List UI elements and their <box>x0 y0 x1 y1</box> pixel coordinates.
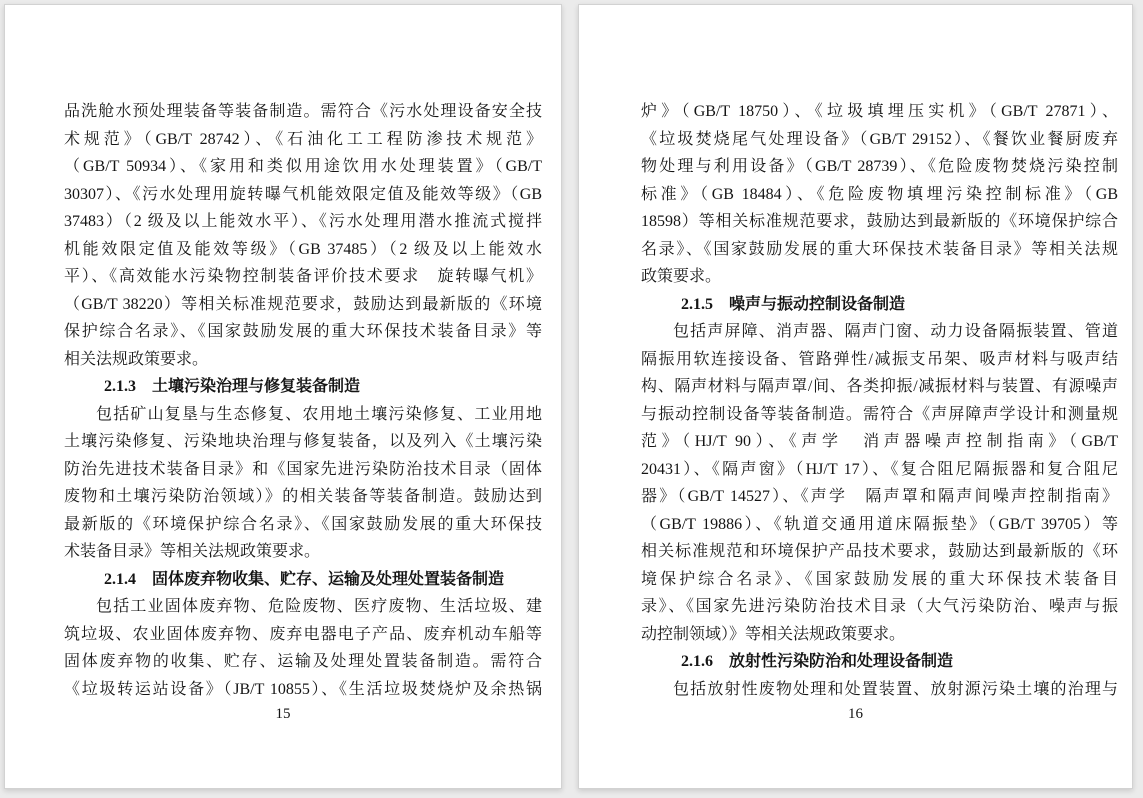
section-heading: 2.1.6 放射性污染防治和处理设备制造 <box>681 653 954 670</box>
text-line: 37483）（2 级及以上能效水平）、《污水处理用潜水推流式搅拌 <box>64 213 542 230</box>
text-line: 30307）、《污水处理用旋转曝气机能效限定值及能效等级》（GB <box>64 185 542 203</box>
text-line: 标准》（GB 18484）、《危险废物填埋污染控制标准》（GB <box>641 185 1118 203</box>
page-16 <box>578 4 1133 789</box>
text-line: 术规范》（GB/T 28742）、《石油化工工程防渗技术规范》 <box>64 130 542 148</box>
section-heading: 2.1.5 噪声与振动控制设备制造 <box>681 295 906 313</box>
text-line: 包括矿山复垦与生态修复、农用地土壤污染修复、工业用地 <box>96 405 542 423</box>
text-line: 包括声屏障、消声器、隔声门窗、动力设备隔振装置、管道 <box>673 323 1118 340</box>
text-line: 平）、《高效能水污染物控制装备评价技术要求 旋转曝气机》 <box>64 268 542 285</box>
text-line: 相关标准规范和环境保护产品技术要求，鼓励达到最新版的《环 <box>641 543 1118 560</box>
text-line: 包括工业固体废弃物、危险废物、医疗废物、生活垃圾、建 <box>96 598 542 615</box>
text-line: 最新版的《环境保护综合名录》、《国家鼓励发展的重大环保技 <box>64 515 542 533</box>
section-heading: 2.1.4 固体废弃物收集、贮存、运输及处理处置装备制造 <box>104 570 505 588</box>
text-line: 范》（HJ/T 90）、《声学 消声器噪声控制指南》（GB/T <box>641 433 1118 450</box>
text-line: （GB/T 50934）、《家用和类似用途饮用水处理装置》（GB/T <box>64 158 542 175</box>
text-line: 隔振用软连接设备、管路弹性/减振支吊架、吸声材料与吸声结 <box>641 350 1118 368</box>
text-line: 《垃圾焚烧尾气处理设备》（GB/T 29152）、《餐饮业餐厨废弃 <box>641 130 1118 148</box>
text-line: 动控制领域）》等相关法规政策要求。 <box>641 625 906 643</box>
text-line: 包括放射性废物处理和处置装置、放射源污染土壤的治理与 <box>673 680 1118 698</box>
text-line: （GB/T 19886）、《轨道交通用道床隔振垫》（GB/T 39705）等 <box>641 515 1118 533</box>
text-line: 筑垃圾、农业固体废弃物、废弃电器电子产品、废弃机动车船等 <box>64 625 542 643</box>
text-line: 境保护综合名录》、《国家鼓励发展的重大环保技术装备目 <box>641 570 1118 588</box>
page-16-text <box>641 98 1118 703</box>
text-line: 政策要求。 <box>641 268 722 285</box>
text-line: 炉》（GB/T 18750）、《垃圾填埋压实机》（GB/T 27871）、 <box>641 103 1118 120</box>
page-15 <box>4 4 562 789</box>
page-number-15: 15 <box>275 706 291 722</box>
text-line: 术装备目录》等相关法规政策要求。 <box>64 543 321 560</box>
section-heading: 2.1.3 土壤污染治理与修复装备制造 <box>104 378 361 395</box>
page-15-text <box>64 98 542 703</box>
text-line: 20431）、《隔声窗》（HJ/T 17）、《复合阻尼隔振器和复合阻尼 <box>641 460 1118 478</box>
text-line: 防治先进技术装备目录》和《国家先进污染防治技术目录（固体 <box>64 460 542 478</box>
text-line: 品洗舱水预处理装备等装备制造。需符合《污水处理设备安全技 <box>64 103 542 120</box>
text-line: 保护综合名录》、《国家鼓励发展的重大环保技术装备目录》等 <box>64 323 542 340</box>
text-line: 构、隔声材料与隔声罩/间、各类抑振/减振材料与装置、有源噪声 <box>641 378 1118 395</box>
text-line: 器》（GB/T 14527）、《声学 隔声罩和隔声间噪声控制指南》 <box>641 488 1118 505</box>
text-line: 《垃圾转运站设备》（JB/T 10855）、《生活垃圾焚烧炉及余热锅 <box>64 680 542 698</box>
text-line: 物处理与利用设备》（GB/T 28739）、《危险废物焚烧污染控制 <box>641 158 1118 175</box>
page-number-16: 16 <box>848 706 863 722</box>
text-line: 相关法规政策要求。 <box>64 350 209 368</box>
text-line: 土壤污染修复、污染地块治理与修复装备，以及列入《土壤污染 <box>64 433 542 450</box>
text-line: 废物和土壤污染防治领域）》的相关装备等装备制造。鼓励达到 <box>64 488 542 505</box>
text-line: （GB/T 38220）等相关标准规范要求，鼓励达到最新版的《环境 <box>64 295 542 313</box>
text-line: 固体废弃物的收集、贮存、运输及处理处置装备制造。需符合 <box>64 653 542 670</box>
text-line: 18598）等相关标准规范要求，鼓励达到最新版的《环境保护综合 <box>641 213 1118 230</box>
text-line: 名录》、《国家鼓励发展的重大环保技术装备目录》等相关法规 <box>641 240 1118 258</box>
text-line: 机能效限定值及能效等级》（GB 37485）（2 级及以上能效水 <box>64 240 542 258</box>
text-line: 与振动控制设备等装备制造。需符合《声屏障声学设计和测量规 <box>641 405 1118 423</box>
text-line: 录》、《国家先进污染防治技术目录（大气污染防治、噪声与振 <box>641 598 1118 615</box>
